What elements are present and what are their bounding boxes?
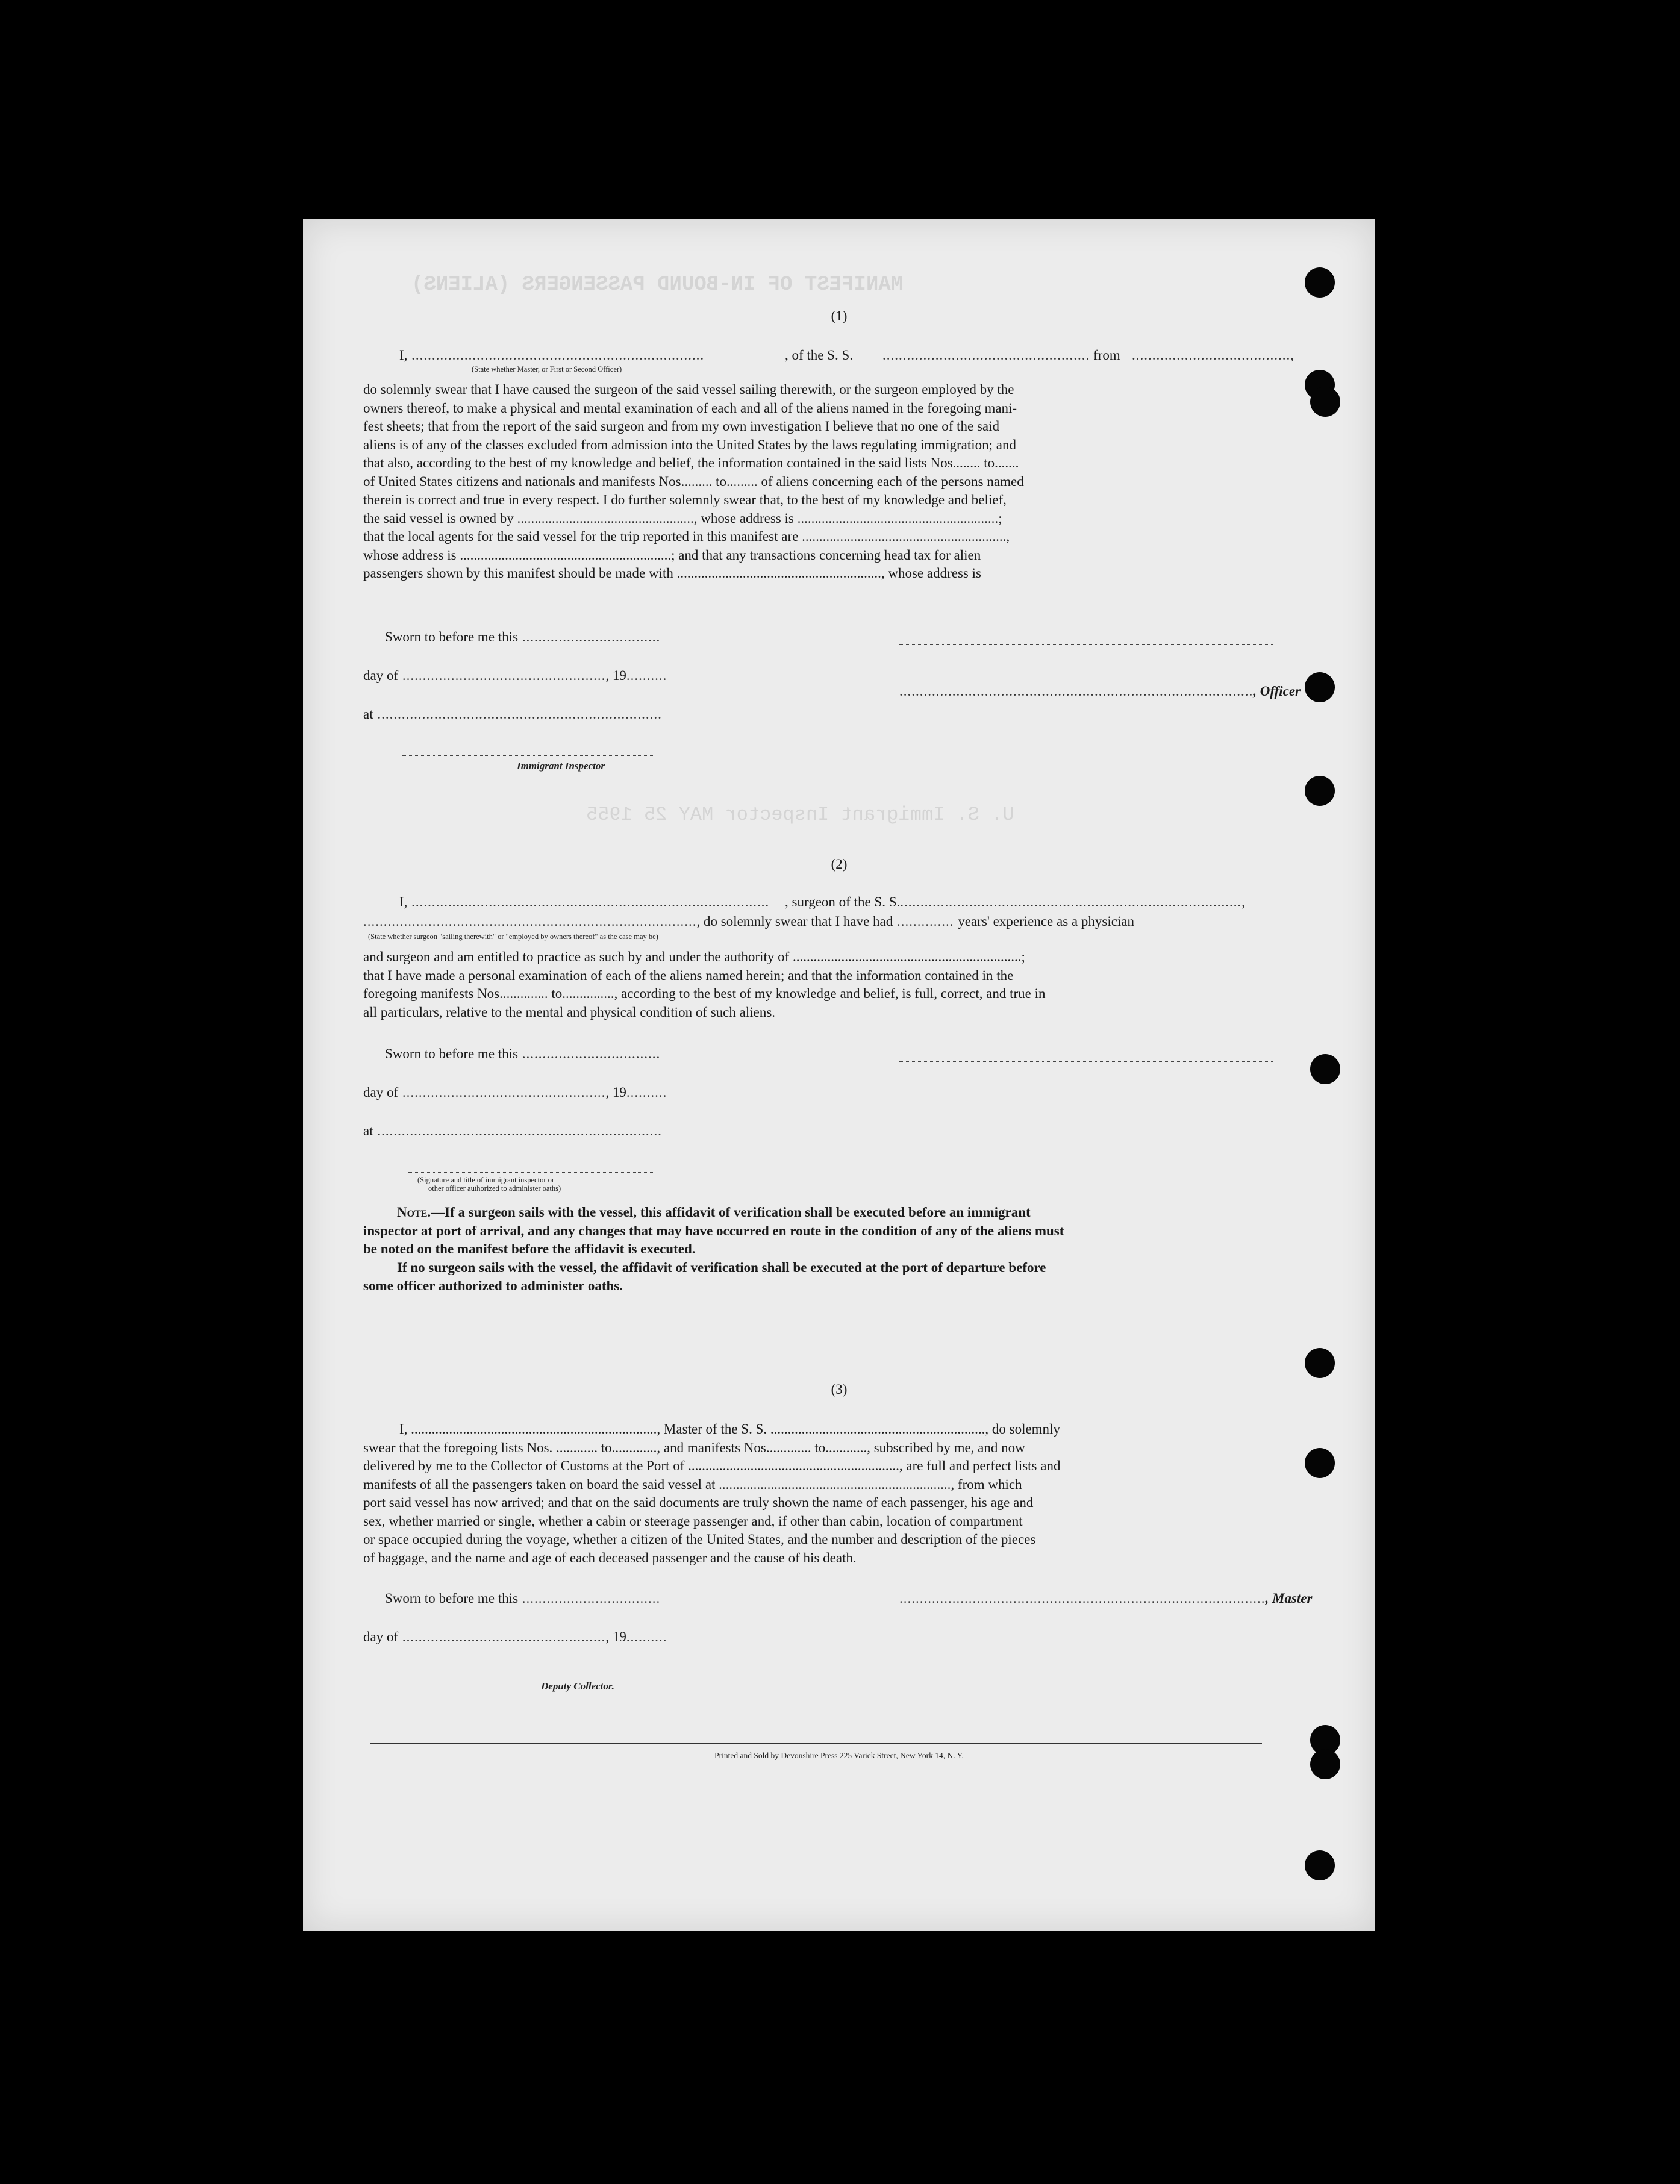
s2-at: at ...................................................................... [363,1123,662,1138]
s1-line-of: , of the S. S. [785,348,854,363]
s2-line-surgeon: , surgeon of the S. S....................................................................................., [785,894,1246,909]
footer-printer: Printed and Sold by Devonshire Press 225 Varick Street, New York 14, N. Y. [714,1751,964,1760]
punch-hole [1305,267,1335,298]
punch-hole [1305,672,1335,702]
s1-signature-line [899,644,1273,645]
s2-day-of: day of .................................................., 19.......... [363,1085,667,1100]
s2-caption-sig1: (Signature and title of immigrant inspector or [417,1176,555,1184]
s2-paragraph: and surgeon and am entitled to practice as such by and under the authority of ..................................................................; that I have made a personal examination of each of the aliens named herein; and that the information contained in the foregoing manifests Nos.............. to..............., according to the best of my knowledge and belief, is full, correct, and true in all particulars, relative to the mental and physical condition of such aliens. [363,949,1046,1020]
s1-inspector-line [402,755,655,756]
section-3-number: (3) [831,1382,848,1397]
s1-line-from-dots: ......................................., [1132,348,1294,363]
ghost-stamp: U. S. Immigrant Inspector MAY 25 1955 [586,803,1014,826]
s3-day-of: day of .................................................., 19.......... [363,1629,667,1644]
s1-officer: ......................................................................................., Officer [899,684,1301,699]
s1-paragraph: do solemnly swear that I have caused the surgeon of the said vessel sailing therewith, or the surgeon employed by the owners thereof, to make a physical and mental examination of each and all of the aliens named in the foregoing mani- fest sheets; that from the report of the said surgeon and from my own investigation I believe that no one of the said aliens is of any of the classes excluded from admission into the United States by the laws regulating immigration; and that also, according to the best of my knowledge and belief, the information contained in the said lists Nos........ to....... of United States citizens and nationals and manifests Nos......... to......... of aliens concerning each of the persons named therein is correct and true in every respect. I do further solemnly swear that, to the best of my knowledge and belief, the said vessel is owned by ..................................................., whose address is ..........................................................; that the local agents for the said vessel for the trip reported in this manifest are ..........................................................., whose address is .............................................................; and that any transactions concerning head tax for alien passengers shown by this manifest should be made with ..........................................................., whose address is [363,382,1024,581]
s3-paragraph: I, ......................................................................., Master of the S. S. .............................................................., do solemnly swear that the foregoing lists Nos. ............ to............., and manifests Nos............. to............, subscribed by me, and now delivered by me to the Collector of Customs at the Port of ............................................................., are full and perfect lists and manifests of all the passengers taken on board the said vessel at ..................................................................., from which port said vessel has now arrived; and that on the said documents are truly shown the name of each passenger, his age and sex, whether married or single, whether a cabin or steerage passenger and, if other than cabin, location of compartment or space occupied during the voyage, whether a citizen of the United States, and the number and description of the pieces of baggage, and the name and age of each deceased passenger and the cause of his death. [363,1421,1061,1565]
s1-line-from: from [1093,348,1120,363]
s2-caption-sig2: other officer authorized to administer oaths) [428,1184,561,1193]
footer-rule [370,1743,1262,1744]
s2-line-swear: .................................................................................., do solemnly swear that I have had .............. years' experience as a physician [363,914,1135,929]
punch-hole [1305,776,1335,806]
s2-signature-line [899,1061,1273,1062]
s1-day-of: day of .................................................., 19.......... [363,668,667,683]
s2-caption: (State whether surgeon "sailing therewith" or "employed by owners thereof" as the case may be) [368,932,658,941]
note-label: Note. [397,1205,431,1220]
s2-line-i: I, ........................................................................................ [399,894,770,909]
s3-sworn: Sworn to before me this .................................. [385,1591,661,1606]
punch-hole [1305,1850,1335,1880]
s1-sworn: Sworn to before me this .................................. [385,629,661,644]
ghost-header: MANIFEST OF IN-BOUND PASSENGERS (ALIENS) [411,273,904,296]
s1-line-i: I, ........................................................................ [399,348,705,363]
punch-hole [1310,387,1340,417]
punch-hole [1305,1448,1335,1478]
section-1-number: (1) [831,308,848,323]
punch-hole [1305,1348,1335,1378]
s1-at: at ...................................................................... [363,707,662,722]
s3-master: .........................................................................................., Master [899,1591,1313,1606]
manifest-page [303,219,1375,1931]
s1-caption: (State whether Master, or First or Second Officer) [472,365,622,373]
note-paragraph: Note.—If a surgeon sails with the vessel, this affidavit of verification shall be executed before an immigrant inspector at port of arrival, and any changes that may have occurred en route in the condition of any of the aliens must be noted on the manifest before the affidavit is executed. If no surgeon sails with the vessel, the affidavit of verification shall be executed at the port of departure before some officer authorized to administer oaths. [363,1205,1064,1293]
s2-sworn: Sworn to before me this .................................. [385,1046,661,1061]
section-2-number: (2) [831,856,848,872]
s3-deputy: Deputy Collector. [541,1680,614,1692]
s2-inspector-line [408,1172,655,1173]
punch-hole [1310,1054,1340,1084]
s1-inspector: Immigrant Inspector [517,760,605,772]
s1-line-of-dots: ................................................... [882,348,1090,363]
